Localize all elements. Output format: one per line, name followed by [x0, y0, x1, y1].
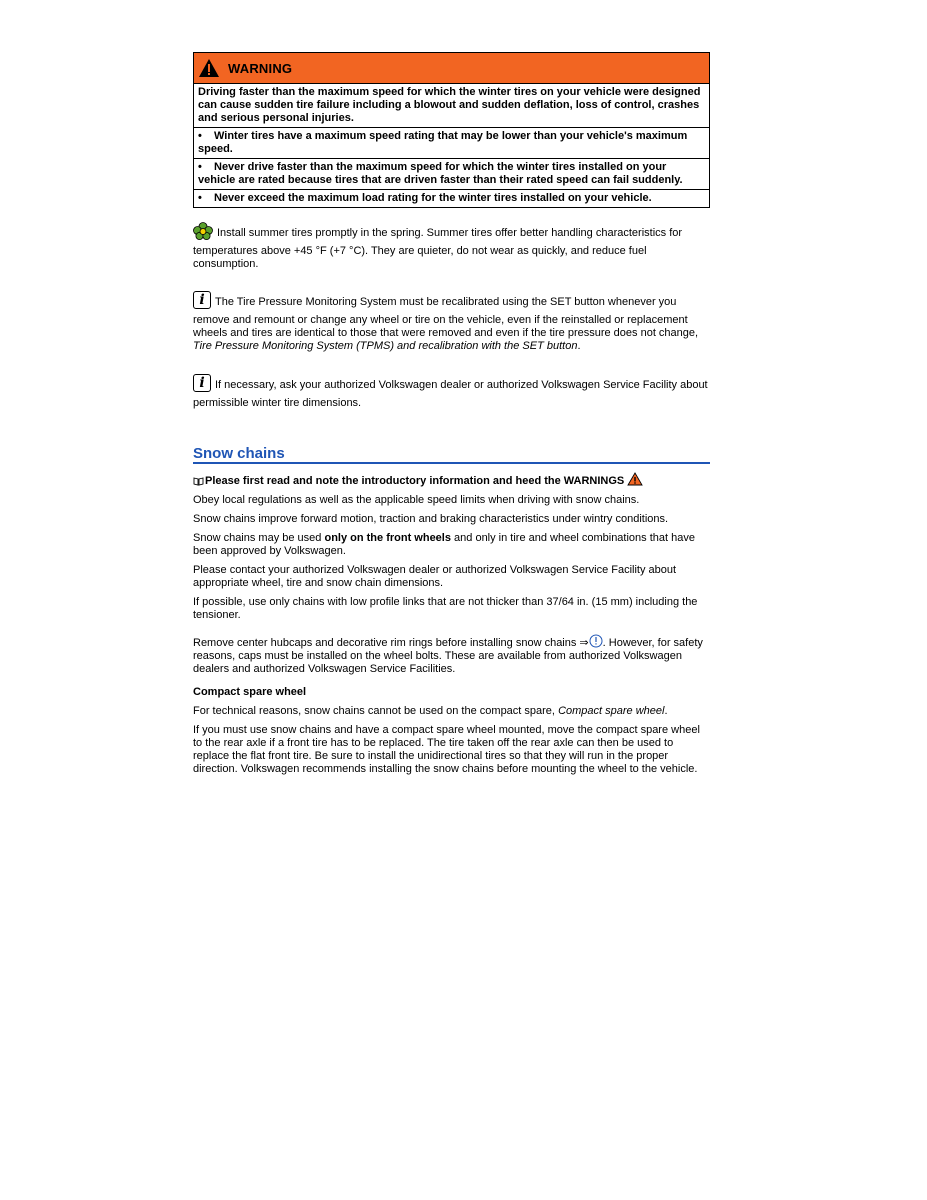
- info-icon: i: [193, 291, 211, 309]
- paragraph: If you must use snow chains and have a compact spare wheel mounted, move the compact spare wheel to the rear axle if a front tire has to be replaced. The tire taken off the rear axle can then be used to replace the flat front tire. Be sure to install the unidirectional tires so that they will run in the proper direction. Volkswagen recommends installing the snow chains before mounting the wheel to the vehicle.: [193, 724, 700, 775]
- section-heading-snow-chains: Snow chains: [193, 447, 710, 464]
- flower-icon: [193, 222, 213, 240]
- paragraph: For technical reasons, snow chains cannot be used on the compact spare, Compact spare wheel.: [193, 705, 668, 717]
- caution-circle-icon[interactable]: [589, 634, 603, 648]
- subheading-compact-spare: Compact spare wheel: [193, 686, 307, 698]
- warning-triangle-icon: [198, 58, 220, 78]
- paragraph: Obey local regulations as well as the applicable speed limits when driving with snow chains.: [193, 494, 640, 506]
- warning-title: WARNING: [228, 60, 293, 76]
- compact-spare-reference[interactable]: Compact spare wheel: [558, 705, 665, 717]
- environment-note: Install summer tires promptly in the spring. Summer tires offer better handling characteristics for temperatures above +45 °F (+7 °C). They are quieter, do not wear as quickly, and reduce fuel consumption.: [193, 227, 710, 271]
- dealer-note: i If necessary, ask your authorized Volkswagen dealer or authorized Volkswagen Service Facility about permissible winter tire dimensions.: [193, 375, 708, 409]
- warning-box: [193, 52, 710, 208]
- paragraph: If possible, use only chains with low profile links that are not thicker than 37/64 in. (15 mm) including the tensioner.: [193, 596, 698, 621]
- warning-triangle-icon[interactable]: [627, 472, 643, 486]
- paragraph: Snow chains improve forward motion, traction and braking characteristics under wintry conditions.: [193, 513, 669, 525]
- warning-item: • Winter tires have a maximum speed rating that may be lower than your vehicle's maximum speed.: [194, 127, 709, 158]
- warning-item: • Never drive faster than the maximum speed for which the winter tires installed on your vehicle are rated because tires that are driven faster than their rated speed can fail suddenly.: [194, 158, 709, 189]
- intro-line: Please first read and note the introductory information and heed the WARNINGS: [193, 474, 710, 488]
- warning-item: • Never exceed the maximum load rating for the winter tires installed on your vehicle.: [194, 189, 709, 207]
- warning-body: [194, 84, 709, 207]
- info-icon: i: [193, 374, 211, 392]
- warning-header: [194, 53, 709, 84]
- paragraph: Please contact your authorized Volkswagen dealer or authorized Volkswagen Service Facility about appropriate wheel, tire and snow chain dimensions.: [193, 564, 677, 589]
- warning-intro: Driving faster than the maximum speed for which the winter tires on your vehicle were designed can cause sudden tire failure including a blowout and sudden deflation, loss of control, crashes and serious personal injuries.: [198, 86, 701, 124]
- paragraph: Remove center hubcaps and decorative rim rings before installing snow chains ⇒ . However, for safety reasons, caps must be installed on the wheel bolts. These are available from authorized Volkswagen dealers and authorized Volkswagen Service Facilities.: [193, 634, 710, 676]
- page-content: [193, 52, 710, 782]
- tpms-reference[interactable]: Tire Pressure Monitoring System (TPMS) and recalibration with the SET button: [193, 340, 578, 352]
- tpms-note: i The Tire Pressure Monitoring System must be recalibrated using the SET button whenever you remove and remount or change any wheel or tire on the vehicle, even if the reinstalled or replacement wheels and tires are identical to those that were removed and even if the tire pressure does not change, Tire Pressure Monitoring System (TPMS) and recalibration with the SET button.: [193, 292, 699, 352]
- paragraph: Snow chains may be used only on the front wheels and only in tire and wheel combinations that have been approved by Volkswagen.: [193, 532, 695, 557]
- book-icon: [193, 477, 204, 486]
